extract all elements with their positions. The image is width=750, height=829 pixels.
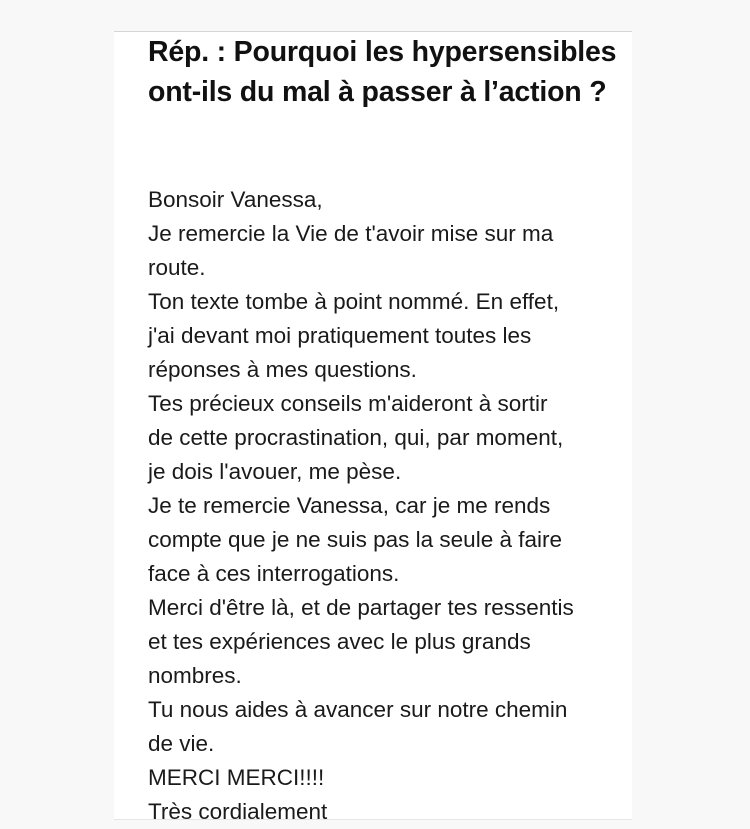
body-line: route. bbox=[148, 255, 206, 280]
body-line: compte que je ne suis pas la seule à faire bbox=[148, 527, 562, 552]
body-line: Ton texte tombe à point nommé. En effet, bbox=[148, 289, 560, 314]
body-line: et tes expériences avec le plus grands bbox=[148, 629, 531, 654]
body-line: Très cordialement bbox=[148, 799, 328, 820]
body-line: Tu nous aides à avancer sur notre chemin bbox=[148, 697, 568, 722]
body-line: je dois l'avouer, me pèse. bbox=[148, 459, 402, 484]
body-line: face à ces interrogations. bbox=[148, 561, 400, 586]
body-line: de vie. bbox=[148, 731, 215, 756]
message-body[interactable] bbox=[148, 183, 628, 820]
message-view bbox=[114, 31, 632, 820]
body-line: nombres. bbox=[148, 663, 242, 688]
body-line: Je te remercie Vanessa, car je me rends bbox=[148, 493, 551, 518]
body-line: Bonsoir Vanessa, bbox=[148, 187, 323, 212]
body-line: Merci d'être là, et de partager tes ressentis bbox=[148, 595, 574, 620]
body-line: j'ai devant moi pratiquement toutes les bbox=[148, 323, 532, 348]
body-line: réponses à mes questions. bbox=[148, 357, 417, 382]
body-line: Je remercie la Vie de t'avoir mise sur ma bbox=[148, 221, 554, 246]
body-line: de cette procrastination, qui, par moment, bbox=[148, 425, 564, 450]
message-subject: Rép. : Pourquoi les hypersensibles ont-ils du mal à passer à l’action ? bbox=[148, 36, 617, 108]
body-line: Tes précieux conseils m'aideront à sortir bbox=[148, 391, 548, 416]
body-line: MERCI MERCI!!!! bbox=[148, 765, 325, 790]
